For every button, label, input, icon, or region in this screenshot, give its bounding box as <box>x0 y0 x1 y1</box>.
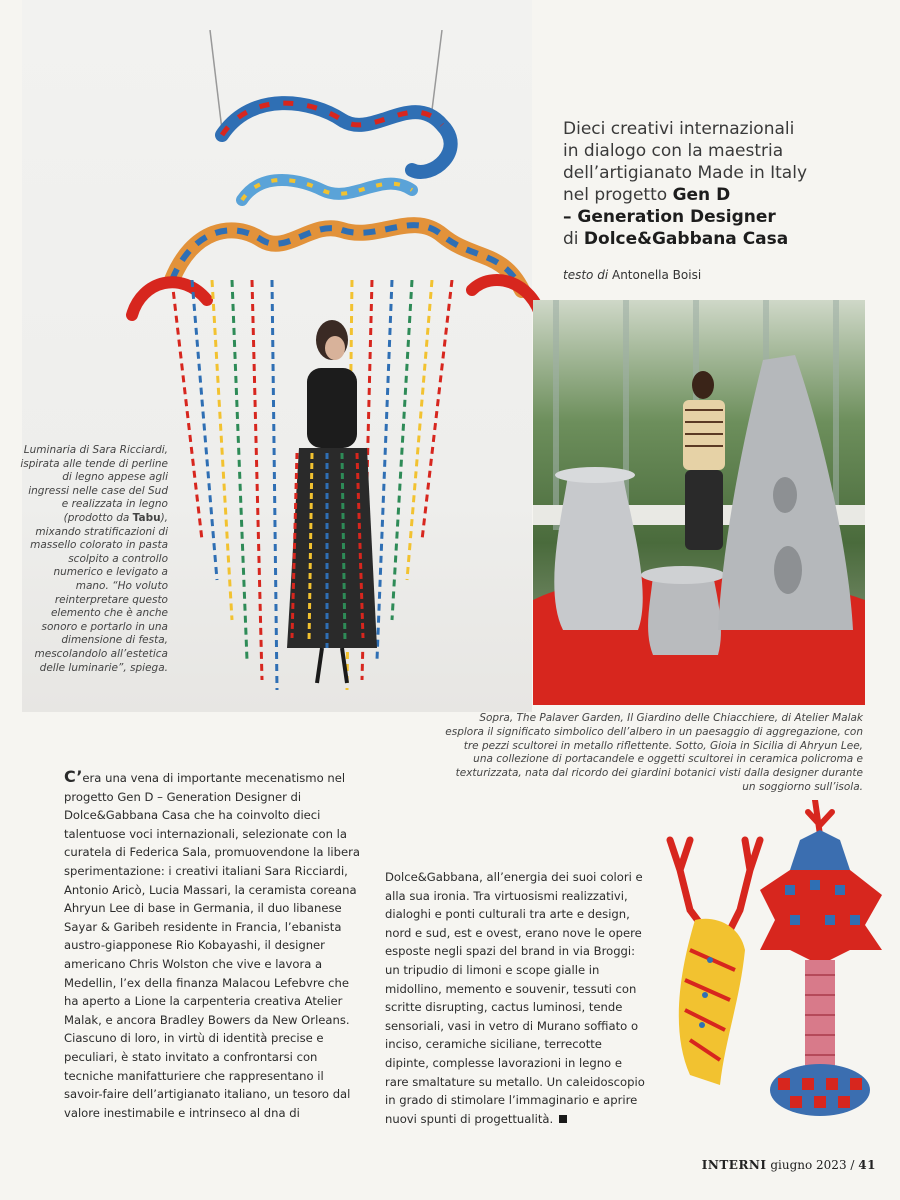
end-of-article-mark <box>559 1115 567 1123</box>
body-column-2: Dolce&Gabbana, all’energia dei suoi colori e alla sua ironia. Tra virtuosismi realizzativi, dialoghi e ponti culturali tra arte e design, nord e sud, est e ovest, erano nove le opere esposte negli spazi del brand in via Broggi: un tripudio di limoni e scope gialle in midollino, memento e souvenir, tessuti con scritte disrupting, cactus luminosi, tende sensoriali, vasi in vetro di Murano soffiato o inciso, ceramiche siciliane, terrecotte dipinte, complesse lavorazioni in legno e rare smaltature su metallo. Un caleidoscopio in grado di stimolare l’immaginario e aprire nuovi spunti di progettualità. <box>385 870 645 1126</box>
page-number: 41 <box>858 1158 876 1172</box>
luminaria-caption: Luminaria di Sara Ricciardi, ispirata alle tende di perline di legno appese agli ingressi nelle case del Sud e realizzata in legno (prodotto da Tabu), mixando stratificazioni di massello colorato in pasta scolpito a controllo numerico e levigato a mano. “Ho voluto reinterpretare questo elemento che è anche sonoro e portarlo in una dimensione di festa, mescolandolo all’estetica delle luminarie”, spiega. <box>20 444 168 674</box>
brand-tabu: Tabu <box>132 511 161 524</box>
palaver-garden-caption: Sopra, The Palaver Garden, Il Giardino delle Chiacchiere, di Atelier Malak esplora il significato simbolico dell’albero in un paesaggio di aggregazione, con tre pezzi scultorei in metallo riflettente. Sotto, Gioia in Sicilia di Ahryun Lee, una collezione di portacandele e oggetti scultorei in ceramica policroma e texturizzata, nata dal ricordo dei giardini botanici visti dalla designer durante un soggiorno sull’isola. <box>445 712 863 793</box>
model-figure <box>277 318 387 688</box>
intro-line: di Dolce&Gabbana Casa <box>563 229 789 249</box>
author-name: Antonella Boisi <box>611 268 702 282</box>
intro-line: in dialogo con la maestria <box>563 141 784 161</box>
intro-line: – Generation Designer <box>563 207 776 227</box>
drop-cap: C’ <box>64 767 83 786</box>
brand-name: Dolce&Gabbana Casa <box>583 229 789 249</box>
intro-line: nel progetto Gen D <box>563 185 731 205</box>
palaver-garden-scene <box>533 300 865 705</box>
intro-line: Dieci creativi internazionali <box>563 119 795 139</box>
intro-headline <box>563 118 863 250</box>
byline: testo di Antonella Boisi <box>563 268 702 282</box>
gioia-in-sicilia-ceramics <box>650 800 885 1120</box>
ceramic-figure-left <box>670 840 760 1085</box>
ceramic-figure-right <box>760 800 882 1116</box>
issue-date: giugno 2023 <box>770 1158 847 1172</box>
page-folio: INTERNI giugno 2023 / 41 <box>701 1158 876 1172</box>
body-column-1: C’era una vena di importante mecenatismo nel progetto Gen D – Generation Designer di Dolce&Gabbana Casa che ha coinvolto dieci talentuose voci internazionali, selezionate con la curatela di Federica Sala, promuovendone la libera sperimentazione: i creativi italiani Sara Ricciardi, Antonio Aricò, Lucia Massari, la ceramista coreana Ahryun Lee di base in Germania, il duo libanese Sayar & Garibeh residente in Francia, l’ebanista austro-giapponese Rio Kobayashi, il designer americano Chris Wolston che vive e lavora a Medellin, l’ex della finanza Malacou Lefebvre che ha aperto a Lione la carpenteria creativa Atelier Malak, e ancora Bradley Bowers da New Orleans. Ciascuno di loro, in virtù di identità precise e peculiari, è stato invitato a confrontarsi con tecniche manifatturiere che rappresentano il savoir-faire dell’artigianato italiano, un tesoro dal valore inestimabile e intrinseco al dna di <box>64 767 360 1120</box>
magazine-name: INTERNI <box>701 1158 767 1172</box>
project-name: Gen D <box>672 185 731 205</box>
intro-line: dell’artigianato Made in Italy <box>563 163 808 183</box>
palaver-garden-photo <box>533 300 865 705</box>
